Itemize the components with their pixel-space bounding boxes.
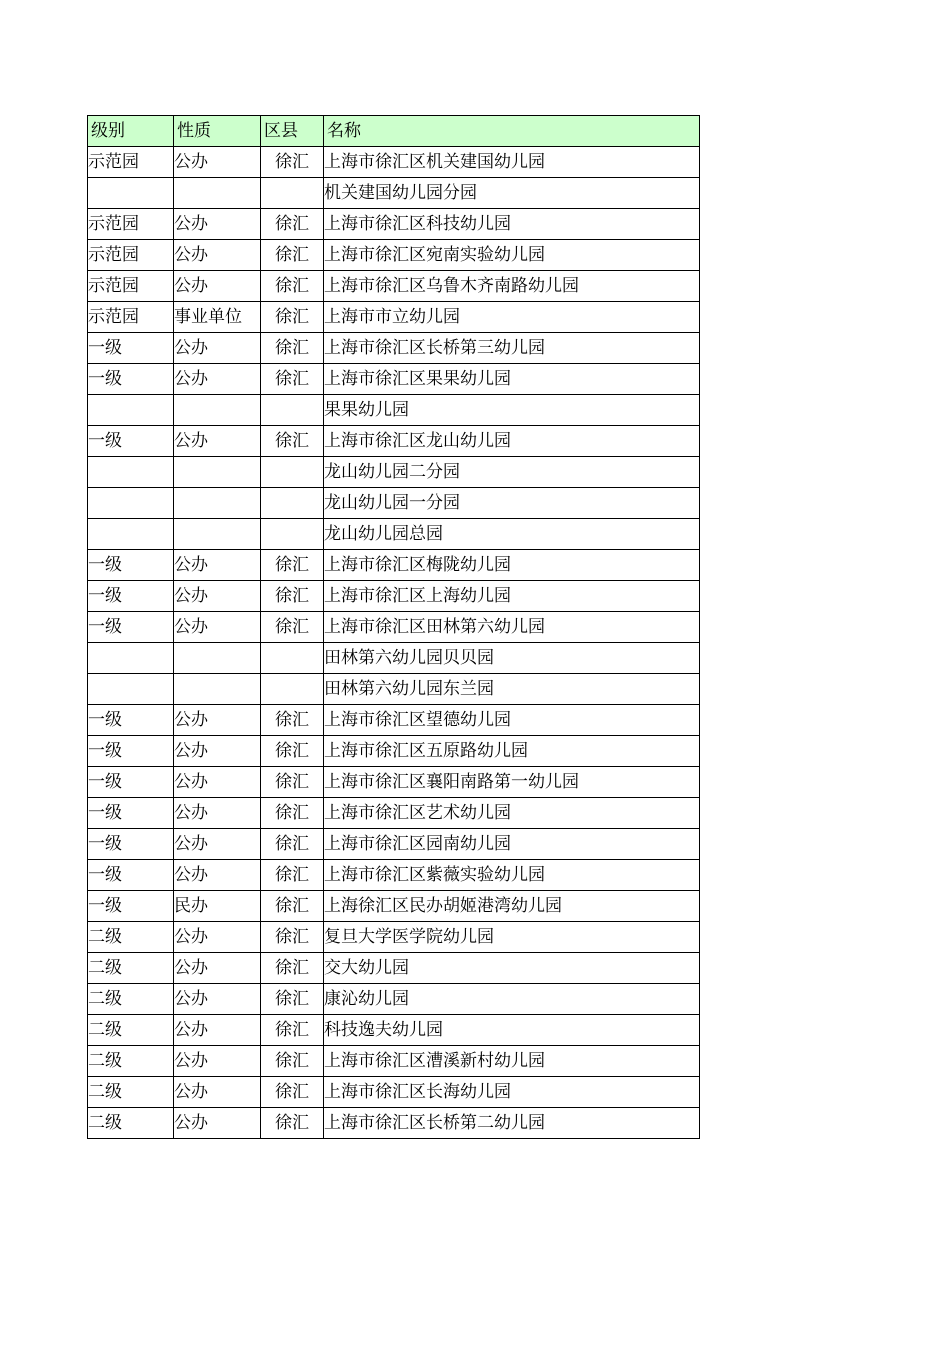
cell-district: 徐汇 [261,612,324,643]
table-row [88,178,700,209]
cell-level: 一级 [88,426,174,457]
cell-district: 徐汇 [261,891,324,922]
table-row [88,302,700,333]
header-district: 区县 [261,116,324,147]
cell-level: 二级 [88,953,174,984]
table-row [88,333,700,364]
cell-name: 康沁幼儿园 [324,984,700,1015]
cell-nature [174,178,261,209]
cell-level: 示范园 [88,240,174,271]
cell-nature: 公办 [174,798,261,829]
cell-name: 上海市徐汇区宛南实验幼儿园 [324,240,700,271]
cell-level: 二级 [88,922,174,953]
cell-nature: 公办 [174,1015,261,1046]
cell-district: 徐汇 [261,984,324,1015]
cell-nature: 公办 [174,240,261,271]
cell-nature [174,457,261,488]
cell-district [261,519,324,550]
table-row [88,612,700,643]
header-name: 名称 [324,116,700,147]
cell-nature [174,643,261,674]
cell-name: 田林第六幼儿园东兰园 [324,674,700,705]
cell-nature: 公办 [174,147,261,178]
cell-level: 一级 [88,550,174,581]
cell-district [261,457,324,488]
cell-name: 上海市徐汇区果果幼儿园 [324,364,700,395]
cell-nature: 公办 [174,860,261,891]
cell-level: 一级 [88,736,174,767]
cell-name: 上海市徐汇区五原路幼儿园 [324,736,700,767]
cell-nature: 公办 [174,922,261,953]
table-row [88,674,700,705]
cell-nature: 公办 [174,612,261,643]
table-row [88,643,700,674]
cell-district: 徐汇 [261,736,324,767]
cell-level [88,643,174,674]
cell-district: 徐汇 [261,953,324,984]
cell-name: 上海市徐汇区乌鲁木齐南路幼儿园 [324,271,700,302]
cell-level: 示范园 [88,209,174,240]
cell-district: 徐汇 [261,581,324,612]
cell-nature: 公办 [174,1046,261,1077]
cell-nature: 公办 [174,581,261,612]
cell-level: 示范园 [88,302,174,333]
cell-level [88,488,174,519]
table-row [88,395,700,426]
cell-district: 徐汇 [261,829,324,860]
table-row [88,767,700,798]
cell-nature: 公办 [174,1108,261,1139]
cell-district: 徐汇 [261,1046,324,1077]
table-row [88,488,700,519]
cell-name: 龙山幼儿园一分园 [324,488,700,519]
cell-name: 上海市徐汇区园南幼儿园 [324,829,700,860]
cell-level [88,395,174,426]
cell-nature: 公办 [174,550,261,581]
cell-name: 上海市徐汇区长海幼儿园 [324,1077,700,1108]
cell-name: 上海市徐汇区龙山幼儿园 [324,426,700,457]
table-row [88,1015,700,1046]
cell-district: 徐汇 [261,209,324,240]
cell-district: 徐汇 [261,1015,324,1046]
cell-name: 上海市徐汇区科技幼儿园 [324,209,700,240]
cell-nature: 公办 [174,953,261,984]
cell-name: 上海市徐汇区长桥第二幼儿园 [324,1108,700,1139]
cell-name: 上海市徐汇区梅陇幼儿园 [324,550,700,581]
table-body [88,147,700,1139]
cell-district: 徐汇 [261,767,324,798]
cell-level: 一级 [88,829,174,860]
cell-name: 上海市徐汇区上海幼儿园 [324,581,700,612]
table-row [88,1046,700,1077]
table-row [88,581,700,612]
cell-nature: 公办 [174,209,261,240]
cell-nature: 公办 [174,364,261,395]
cell-nature [174,395,261,426]
table-row [88,984,700,1015]
cell-district: 徐汇 [261,302,324,333]
cell-district [261,643,324,674]
cell-name: 复旦大学医学院幼儿园 [324,922,700,953]
cell-level: 示范园 [88,271,174,302]
cell-district: 徐汇 [261,271,324,302]
cell-district: 徐汇 [261,1077,324,1108]
cell-district: 徐汇 [261,922,324,953]
table-row [88,209,700,240]
cell-district: 徐汇 [261,240,324,271]
cell-level: 二级 [88,984,174,1015]
cell-name: 田林第六幼儿园贝贝园 [324,643,700,674]
cell-nature: 事业单位 [174,302,261,333]
cell-level [88,519,174,550]
cell-name: 龙山幼儿园二分园 [324,457,700,488]
cell-name: 机关建国幼儿园分园 [324,178,700,209]
cell-level [88,457,174,488]
table-row [88,798,700,829]
cell-nature [174,674,261,705]
cell-district [261,178,324,209]
cell-name: 科技逸夫幼儿园 [324,1015,700,1046]
cell-level: 一级 [88,364,174,395]
cell-level: 示范园 [88,147,174,178]
table-row [88,736,700,767]
cell-district: 徐汇 [261,860,324,891]
cell-nature: 公办 [174,767,261,798]
cell-district: 徐汇 [261,1108,324,1139]
header-nature: 性质 [174,116,261,147]
cell-district: 徐汇 [261,705,324,736]
cell-name: 上海徐汇区民办胡姬港湾幼儿园 [324,891,700,922]
cell-level: 一级 [88,860,174,891]
table-row [88,519,700,550]
table-row [88,922,700,953]
table-row [88,891,700,922]
cell-nature: 公办 [174,426,261,457]
table-row [88,1108,700,1139]
table-row [88,147,700,178]
cell-nature [174,519,261,550]
cell-level: 二级 [88,1046,174,1077]
cell-level: 二级 [88,1108,174,1139]
table-row [88,271,700,302]
table-row [88,457,700,488]
cell-level: 一级 [88,891,174,922]
cell-district: 徐汇 [261,333,324,364]
table-row [88,364,700,395]
cell-nature: 公办 [174,705,261,736]
cell-level: 二级 [88,1015,174,1046]
cell-nature: 公办 [174,333,261,364]
cell-name: 上海市徐汇区望德幼儿园 [324,705,700,736]
table-row [88,240,700,271]
cell-nature: 公办 [174,829,261,860]
header-level: 级别 [88,116,174,147]
cell-name: 龙山幼儿园总园 [324,519,700,550]
cell-nature [174,488,261,519]
table-header [88,116,700,147]
cell-name: 上海市徐汇区艺术幼儿园 [324,798,700,829]
cell-nature: 公办 [174,736,261,767]
cell-name: 上海市徐汇区长桥第三幼儿园 [324,333,700,364]
cell-nature: 公办 [174,271,261,302]
kindergarten-table [87,115,700,1139]
cell-name: 上海市徐汇区机关建国幼儿园 [324,147,700,178]
cell-nature: 公办 [174,1077,261,1108]
cell-district [261,488,324,519]
cell-level [88,178,174,209]
table-row [88,829,700,860]
cell-district: 徐汇 [261,147,324,178]
cell-name: 上海市市立幼儿园 [324,302,700,333]
cell-level: 一级 [88,581,174,612]
table-row [88,860,700,891]
cell-level: 一级 [88,767,174,798]
cell-district: 徐汇 [261,426,324,457]
table-row [88,1077,700,1108]
table-row [88,953,700,984]
cell-nature: 公办 [174,984,261,1015]
cell-name: 上海市徐汇区襄阳南路第一幼儿园 [324,767,700,798]
cell-name: 果果幼儿园 [324,395,700,426]
cell-name: 上海市徐汇区田林第六幼儿园 [324,612,700,643]
cell-level [88,674,174,705]
cell-nature: 民办 [174,891,261,922]
cell-level: 一级 [88,705,174,736]
header-row [88,116,700,147]
cell-district [261,674,324,705]
cell-district: 徐汇 [261,550,324,581]
cell-district [261,395,324,426]
cell-level: 一级 [88,612,174,643]
cell-name: 交大幼儿园 [324,953,700,984]
cell-district: 徐汇 [261,364,324,395]
cell-name: 上海市徐汇区紫薇实验幼儿园 [324,860,700,891]
cell-level: 一级 [88,798,174,829]
cell-level: 一级 [88,333,174,364]
cell-level: 二级 [88,1077,174,1108]
table-row [88,550,700,581]
cell-district: 徐汇 [261,798,324,829]
cell-name: 上海市徐汇区漕溪新村幼儿园 [324,1046,700,1077]
table-row [88,426,700,457]
table-row [88,705,700,736]
